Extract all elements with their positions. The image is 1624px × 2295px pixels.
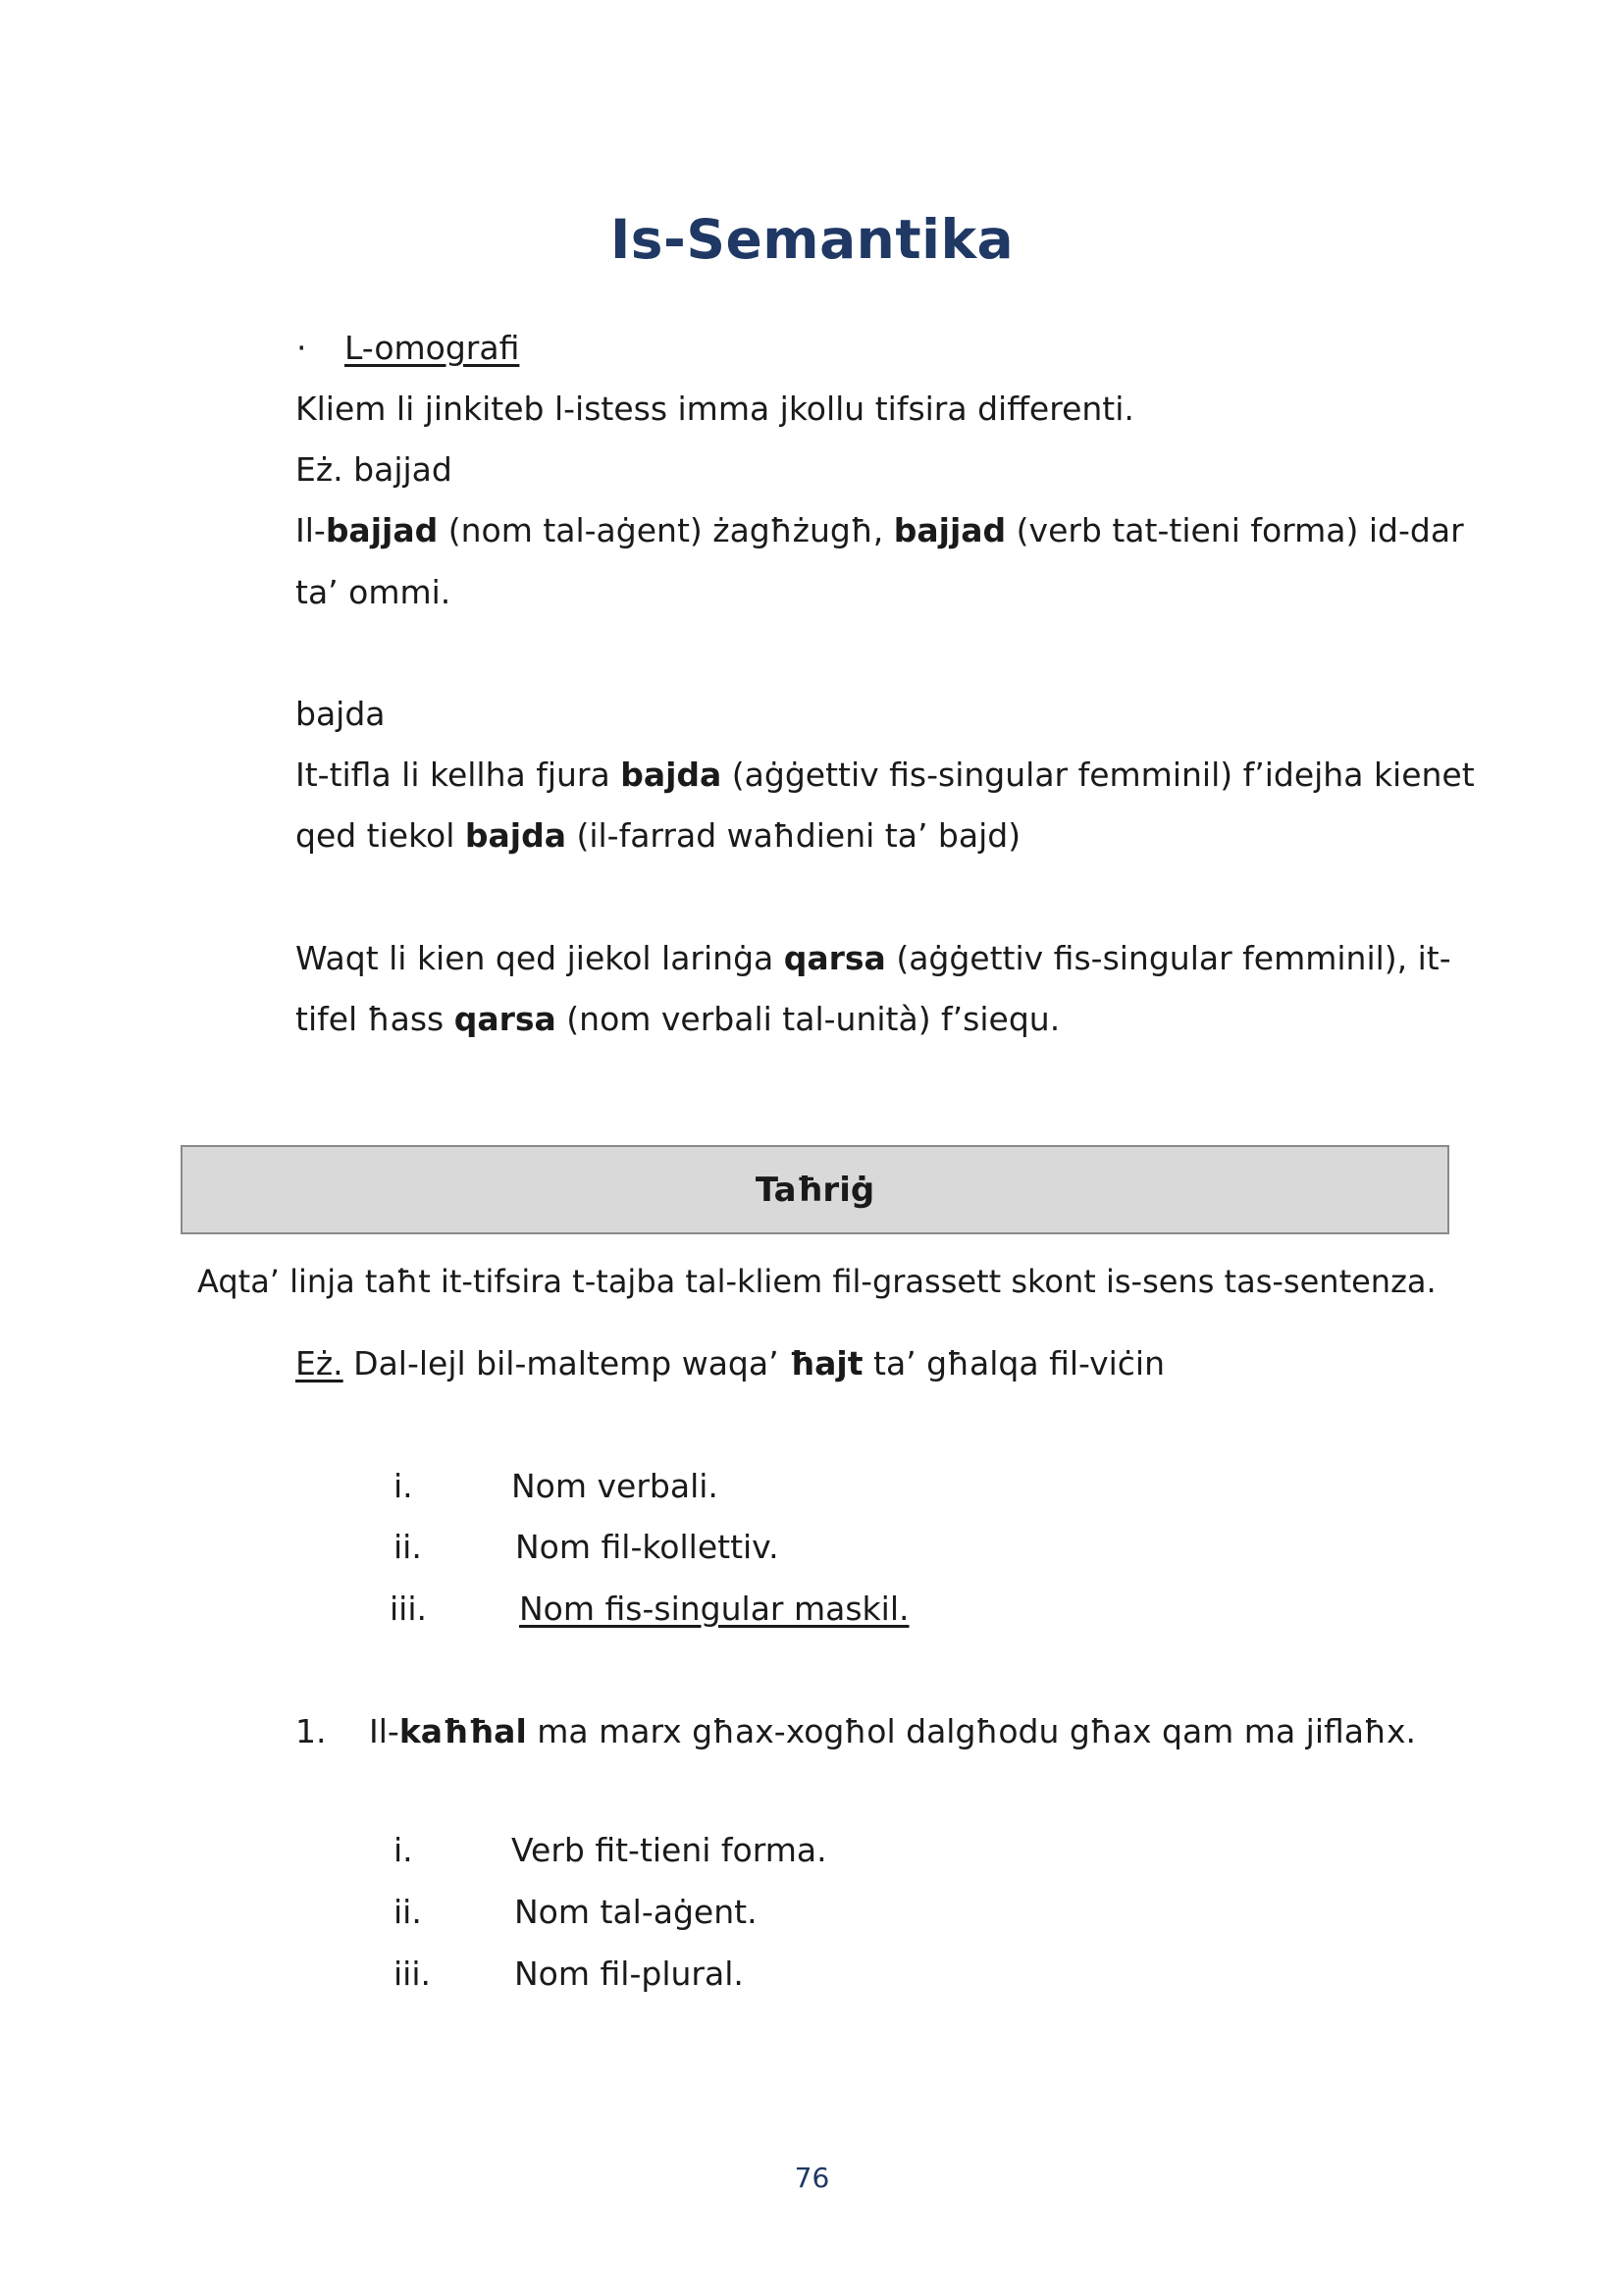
bold-term: ħajt (789, 1344, 864, 1382)
example-sentence-1 (295, 511, 1464, 550)
bold-term: bajjad (325, 511, 439, 549)
text-run: ta’ għalqa fil-viċin (863, 1344, 1165, 1382)
definition-text: Kliem li jinkiteb l-istess imma jkollu tifsira differenti. (295, 390, 1134, 428)
section-heading: L-omografi (344, 329, 520, 367)
example-sentence-2 (295, 756, 1475, 795)
text-run: (il-farrad waħdieni ta’ bajd) (565, 816, 1022, 855)
option-number: i. (393, 1831, 413, 1869)
option-number: iii. (390, 1590, 427, 1628)
text-run: (aġġettiv fis-singular femminil) f’idejha kienet (721, 756, 1475, 794)
text-run: Dal-lejl bil-maltemp waqa’ (342, 1344, 790, 1382)
option-text[interactable]: Nom fil-plural. (514, 1955, 744, 1993)
exercise-instruction: Aqta’ linja taħt it-tifsira t-tajba tal-kliem fil-grassett skont is-sens tas-sentenza. (197, 1263, 1437, 1300)
text-run: tifel ħass (295, 1000, 454, 1038)
option-text[interactable]: Nom tal-aġent. (514, 1893, 758, 1931)
example-label: Eż. (295, 1344, 343, 1382)
example-sentence-1-cont: ta’ ommi. (295, 573, 451, 611)
text-run: qed tiekol (295, 816, 465, 855)
page-title: Is-Semantika (609, 208, 1015, 271)
option-number: i. (393, 1467, 413, 1505)
bold-term: bajjad (893, 511, 1007, 549)
option-text-selected[interactable]: Nom fis-singular maskil. (519, 1590, 910, 1628)
example-sentence-2-cont (295, 816, 1021, 856)
text-run: It-tifla li kellha fjura (295, 756, 621, 794)
bold-term: kaħħal (398, 1712, 527, 1750)
option-text[interactable]: Nom fil-kollettiv. (515, 1528, 779, 1566)
page-number: 76 (794, 2162, 830, 2194)
exercise-title: Taħriġ (755, 1170, 875, 1210)
option-number: ii. (393, 1893, 422, 1931)
example-label: Eż. bajjad (295, 450, 452, 489)
text-run: (aġġettiv fis-singular femminil), it- (885, 939, 1451, 977)
example-sentence-3-cont (295, 1000, 1060, 1039)
question-number: 1. (295, 1712, 327, 1750)
text-run: Il- (295, 511, 326, 549)
bullet-marker: · (296, 329, 307, 367)
option-number: iii. (393, 1955, 431, 1993)
text-run: (nom tal-aġent) żagħżugħ, (438, 511, 894, 549)
text-run: ma marx għax-xogħol dalgħodu għax qam ma jiflaħx. (526, 1712, 1416, 1750)
option-text[interactable]: Verb fit-tieni forma. (511, 1831, 827, 1869)
bold-term: qarsa (453, 1000, 556, 1038)
word-label: bajda (295, 695, 386, 733)
text-run: (verb tat-tieni forma) id-dar (1006, 511, 1464, 549)
bold-term: bajda (464, 816, 566, 855)
option-text[interactable]: Nom verbali. (511, 1467, 718, 1505)
exercise-example (295, 1344, 1165, 1383)
text-run: Waqt li kien qed jiekol larinġa (295, 939, 784, 977)
exercise-header-box (181, 1145, 1449, 1234)
example-sentence-3 (295, 939, 1451, 978)
text-run: (nom verbali tal-unità) f’siequ. (555, 1000, 1061, 1038)
option-number: ii. (393, 1528, 422, 1566)
bold-term: qarsa (783, 939, 886, 977)
question-sentence (369, 1712, 1416, 1751)
bold-term: bajda (620, 756, 722, 794)
text-run: Il- (369, 1712, 399, 1750)
